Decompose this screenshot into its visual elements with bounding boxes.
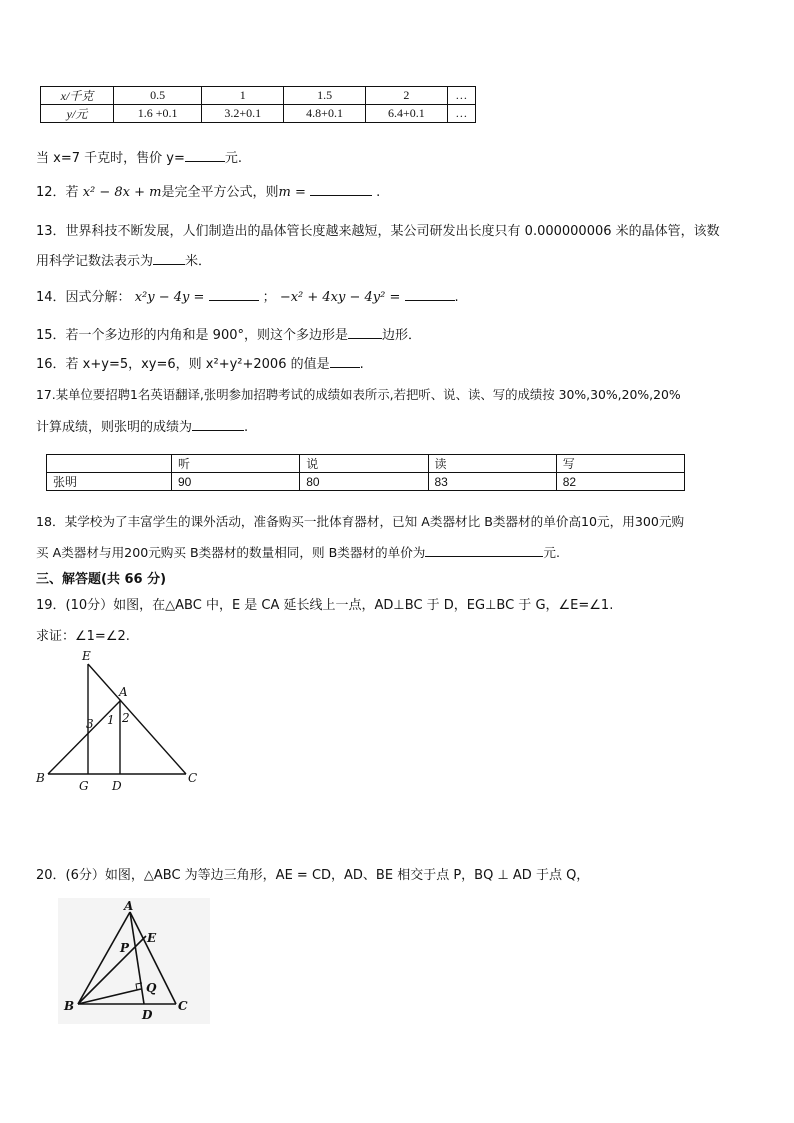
question-14 — [36, 286, 459, 305]
answer-blank — [405, 288, 455, 301]
table-cell: 2 — [365, 87, 447, 105]
label-a: A — [124, 899, 134, 913]
angle-2: 2 — [122, 711, 130, 725]
label-b: B — [64, 999, 75, 1013]
table-cell: 82 — [556, 473, 684, 491]
answer-blank — [192, 418, 244, 431]
label-c: C — [188, 771, 198, 785]
answer-blank — [185, 149, 225, 162]
score-table — [46, 454, 685, 491]
label-p: P — [120, 941, 130, 955]
question-text: ； — [262, 290, 276, 305]
question-number: 12．若 — [36, 185, 79, 200]
question-13-line2 — [36, 250, 211, 269]
question-text: 15．若一个多边形的内角和是 900°，则这个多边形是 — [36, 328, 348, 343]
question-text: 当 x=7 千克时，售价 y= — [36, 151, 185, 166]
table-cell: 90 — [172, 473, 300, 491]
question-text: 14．因式分解： — [36, 290, 131, 305]
math-expression: m = — [278, 185, 306, 200]
answer-blank — [310, 183, 372, 196]
question-text: 买 A类器材与用200元购买 B类器材的数量相同，则 B类器材的单价为 — [36, 545, 426, 560]
question-20: 20．(6分）如图，△ABC 为等边三角形，AE = CD，AD、BE 相交于点 P，BQ ⊥ AD 于点 Q， — [36, 868, 590, 883]
label-c: C — [178, 999, 188, 1013]
label-q: Q — [146, 981, 157, 995]
table-cell: 80 — [300, 473, 428, 491]
answer-blank — [348, 326, 382, 339]
question-text: 用科学记数法表示为 — [36, 254, 154, 269]
question-17-line1: 17.某单位要招聘1名英语翻译,张明参加招聘考试的成绩如表所示,若把听、说、读、写的成绩按 30%,30%,20%,20% — [36, 387, 681, 402]
price-table — [40, 86, 476, 123]
question-text: . — [454, 290, 459, 305]
label-e: E — [147, 931, 157, 945]
question-text: . — [244, 420, 249, 435]
question-19-line1: 19．(10分）如图，在△ABC 中，E 是 CA 延长线上一点，AD⊥BC 于 D，EG⊥BC 于 G，∠E=∠1. — [36, 598, 614, 613]
answer-blank — [153, 252, 185, 265]
angle-1: 1 — [107, 713, 115, 727]
table-cell: 0.5 — [114, 87, 202, 105]
question-16 — [36, 353, 364, 372]
question-18-line2 — [36, 542, 560, 561]
answer-blank — [209, 288, 259, 301]
label-d: D — [142, 1008, 153, 1022]
table-cell: 写 — [556, 455, 684, 473]
question-text: 计算成绩，则张明的成绩为 — [36, 420, 193, 435]
table-cell: 张明 — [47, 473, 172, 491]
label-a: A — [119, 685, 128, 699]
question-text: . — [376, 185, 381, 200]
line-ba — [48, 700, 121, 774]
figure-20 — [58, 898, 210, 1024]
table-cell: 83 — [428, 473, 556, 491]
table-cell: … — [447, 105, 475, 123]
answer-blank — [330, 355, 360, 368]
question-text: 是完全平方公式，则 — [161, 185, 279, 200]
table-cell: 读 — [428, 455, 556, 473]
question-12 — [36, 181, 380, 200]
math-expression: −x² + 4xy − 4y² = — [279, 290, 401, 305]
question-text: 16．若 x+y=5，xy=6，则 x²+y²+2006 的值是 — [36, 357, 330, 372]
table-cell: 1 — [202, 87, 284, 105]
label-e: E — [82, 649, 91, 663]
table-cell: 1.6 +0.1 — [114, 105, 202, 123]
table-row — [41, 87, 476, 105]
question-18-line1: 18．某学校为了丰富学生的课外活动，准备购买一批体育器材，已知 A类器材比 B类器材的单价高10元，用300元购 — [36, 514, 685, 529]
question-13-line1: 13．世界科技不断发展，人们制造出的晶体管长度越来越短，某公司研发出长度只有 0.000000006 米的晶体管，该数 — [36, 224, 720, 239]
table-cell: … — [447, 87, 475, 105]
table-cell: 听 — [172, 455, 300, 473]
question-19-line2: 求证：∠1=∠2. — [36, 629, 130, 644]
answer-blank — [425, 544, 543, 557]
figure-19 — [30, 646, 250, 796]
math-expression: x² − 8x + m — [82, 185, 162, 200]
table-cell: 3.2+0.1 — [202, 105, 284, 123]
question-text: . — [359, 357, 364, 372]
question-11-tail — [36, 147, 242, 166]
table-cell: y/元 — [41, 105, 114, 123]
question-15 — [36, 324, 421, 343]
question-text: 边形． — [382, 328, 422, 343]
label-g: G — [79, 779, 89, 793]
question-text: 元. — [543, 545, 560, 560]
table-cell: 1.5 — [284, 87, 366, 105]
math-expression: x²y − 4y = — [134, 290, 205, 305]
section-heading: 三、解答题(共 66 分) — [36, 572, 167, 587]
table-cell: 说 — [300, 455, 428, 473]
table-row — [47, 473, 685, 491]
table-row — [47, 455, 685, 473]
question-text: 元. — [224, 151, 242, 166]
label-b: B — [36, 771, 45, 785]
question-17-line2 — [36, 416, 248, 435]
table-cell: 4.8+0.1 — [284, 105, 366, 123]
table-row — [41, 105, 476, 123]
table-cell: x/千克 — [41, 87, 114, 105]
label-d: D — [112, 779, 122, 793]
angle-3: 3 — [86, 717, 94, 731]
question-text: 米． — [185, 254, 212, 269]
table-cell: 6.4+0.1 — [365, 105, 447, 123]
table-cell — [47, 455, 172, 473]
